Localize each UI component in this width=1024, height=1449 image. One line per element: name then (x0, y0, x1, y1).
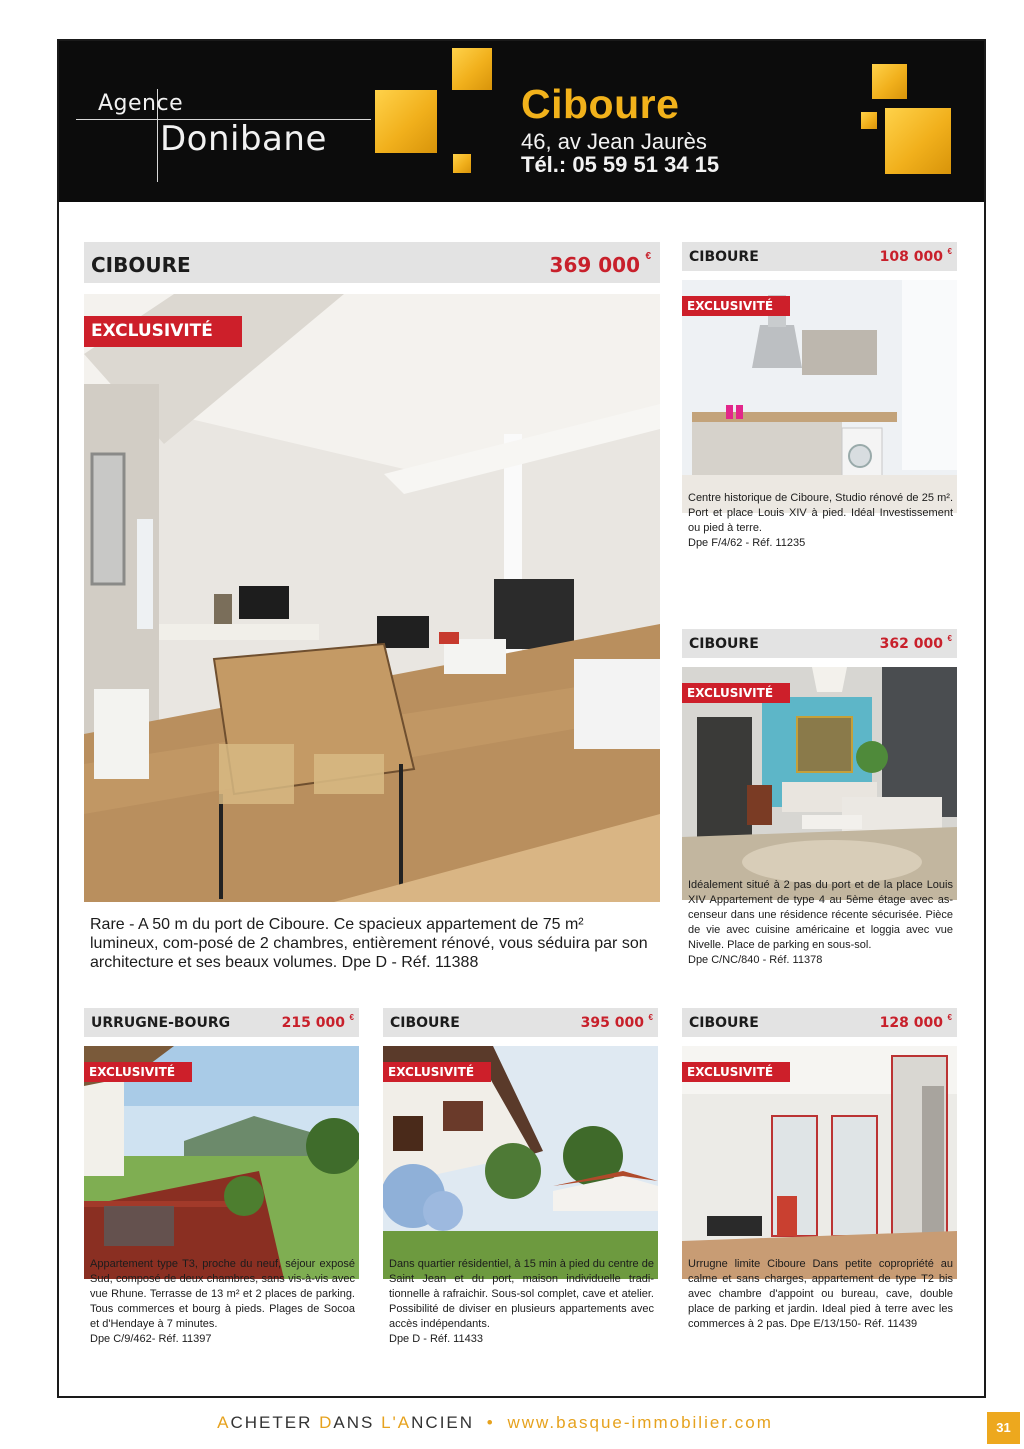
euro-symbol: € (648, 1013, 653, 1022)
gold-square-decoration (452, 48, 492, 90)
exclusivity-badge: EXCLUSIVITÉ (682, 296, 790, 316)
euro-symbol: € (349, 1013, 354, 1022)
lounge-photo (682, 667, 957, 900)
listing-card (383, 1008, 658, 1393)
exclusivity-badge: EXCLUSIVITÉ (84, 1062, 192, 1082)
footer-word: CHETER (230, 1413, 313, 1432)
listing-header (682, 1008, 957, 1037)
euro-symbol: € (947, 634, 952, 643)
listing-price: 362 000 (879, 636, 943, 652)
listing-description (688, 1257, 953, 1332)
listing-dpe-ref: Dpe C/NC/840 - Réf. 11378 (688, 954, 823, 966)
listing-header (383, 1008, 658, 1037)
listing-price: 395 000 (580, 1015, 644, 1031)
gold-square-decoration (861, 112, 877, 129)
footer-word-cap: L'A (381, 1413, 412, 1432)
listing-dpe-ref: Dpe D - Réf. 11433 (389, 1333, 483, 1345)
house-photo (383, 1046, 658, 1279)
listing-city: CIBOURE (689, 249, 759, 265)
hallway-photo (682, 1046, 957, 1279)
exclusivity-badge: EXCLUSIVITÉ (84, 316, 242, 347)
footer-word-cap: A (217, 1413, 231, 1432)
euro-symbol: € (947, 1013, 952, 1022)
listing-dpe-ref: Dpe F/4/62 - Réf. 11235 (688, 537, 806, 549)
listing-description (389, 1257, 654, 1347)
agency-address: 46, av Jean Jaurès (521, 129, 707, 154)
listing-description-text: Centre historique de Ciboure, Studio rénové de 25 m². Port et place Louis XIV à pied. Idéal Investissement ou pied à terre. (688, 492, 953, 534)
listing-card (682, 242, 957, 592)
footer-word: NCIEN (411, 1413, 475, 1432)
listing-description-text: Dans quartier résidentiel, à 15 min à pied du centre de Saint Jean et du port, maison individuelle tradi-tionnelle à rafraichir. Sous-sol complet, cave et atelier. Possibilité de diviser en plusieurs appartements avec accès indépendants. (389, 1258, 654, 1330)
listing-card (682, 1008, 957, 1393)
listing-header (84, 1008, 359, 1037)
logo-agence-text: Agence (98, 91, 184, 116)
listing-header (682, 242, 957, 271)
footer-word-cap: D (319, 1413, 334, 1432)
euro-symbol: € (645, 251, 651, 262)
listing-card (84, 242, 660, 982)
listing-price: 108 000 (879, 249, 943, 265)
exclusivity-badge: EXCLUSIVITÉ (682, 1062, 790, 1082)
listing-description (688, 878, 953, 968)
listing-description-text: Rare - A 50 m du port de Ciboure. Ce spacieux appartement de 75 m² lumineux, com-posé de 2 chambres, entièrement rénové, vous séduira par son architecture et ses beaux volumes. Dpe D - Réf. 11388 (90, 916, 648, 971)
listing-city: URRUGNE-BOURG (91, 1015, 231, 1031)
listing-header (84, 242, 660, 283)
listing-description (688, 491, 953, 551)
listing-city: CIBOURE (689, 636, 759, 652)
listing-description-text: Appartement type T3, proche du neuf, séjour exposé Sud, composé de deux chambres, sans vis-à-vis avec vue Rhune. Terrasse de 13 m² et 2 places de parking. Tous commerces et bourg à pieds. Plages de Socoa et d'Hendaye à 7 minutes. (90, 1258, 355, 1330)
listing-city: CIBOURE (689, 1015, 759, 1031)
gold-square-decoration (375, 90, 437, 153)
listing-header (682, 629, 957, 658)
terrace-photo (84, 1046, 359, 1279)
footer-website-link[interactable]: www.basque-immobilier.com (507, 1413, 773, 1432)
listing-city: CIBOURE (390, 1015, 460, 1031)
footer-word: ANS (333, 1413, 375, 1432)
listing-city: CIBOURE (91, 253, 191, 277)
listing-description (90, 1257, 355, 1347)
gold-square-decoration (885, 108, 951, 174)
gold-square-decoration (453, 154, 471, 173)
kitchen-photo (682, 280, 957, 513)
listing-price: 215 000 (281, 1015, 345, 1031)
listing-card (84, 1008, 359, 1393)
exclusivity-badge: EXCLUSIVITÉ (383, 1062, 491, 1082)
listing-description-text: Urrugne limite Ciboure Dans petite copropriété au calme et sans charges, appartement de type T2 bis avec chambre d'appoint ou bureau, cave, double place de parking et jardin. Ideal pied à terre avec les commerces à 2 pas. Dpe E/13/150- Réf. 11439 (688, 1258, 953, 1330)
living-room-photo (84, 294, 660, 902)
logo-donibane-text: Donibane (160, 119, 327, 159)
listing-card (682, 629, 957, 1007)
listing-price: 369 000 (549, 253, 640, 277)
listing-description (90, 915, 656, 972)
listing-dpe-ref: Dpe C/9/462- Réf. 11397 (90, 1333, 212, 1345)
agency-header (59, 41, 984, 202)
footer-tagline (0, 1413, 990, 1433)
exclusivity-badge: EXCLUSIVITÉ (682, 683, 790, 703)
listing-description-text: Idéalement situé à 2 pas du port et de la place Louis XIV Appartement de type 4 au 5ème étage avec as-censeur dans une résidence récente sécurisée. Pièce de vie avec cuisine américaine et loggia avec vue Nivelle. Place de parking en sous-sol. (688, 879, 953, 951)
agency-phone: Tél.: 05 59 51 34 15 (521, 152, 720, 177)
listing-price: 128 000 (879, 1015, 943, 1031)
page-number: 31 (987, 1412, 1020, 1444)
euro-symbol: € (947, 247, 952, 256)
gold-square-decoration (872, 64, 907, 99)
agency-city-title: Ciboure (521, 81, 680, 127)
footer-bullet: • (486, 1413, 495, 1432)
